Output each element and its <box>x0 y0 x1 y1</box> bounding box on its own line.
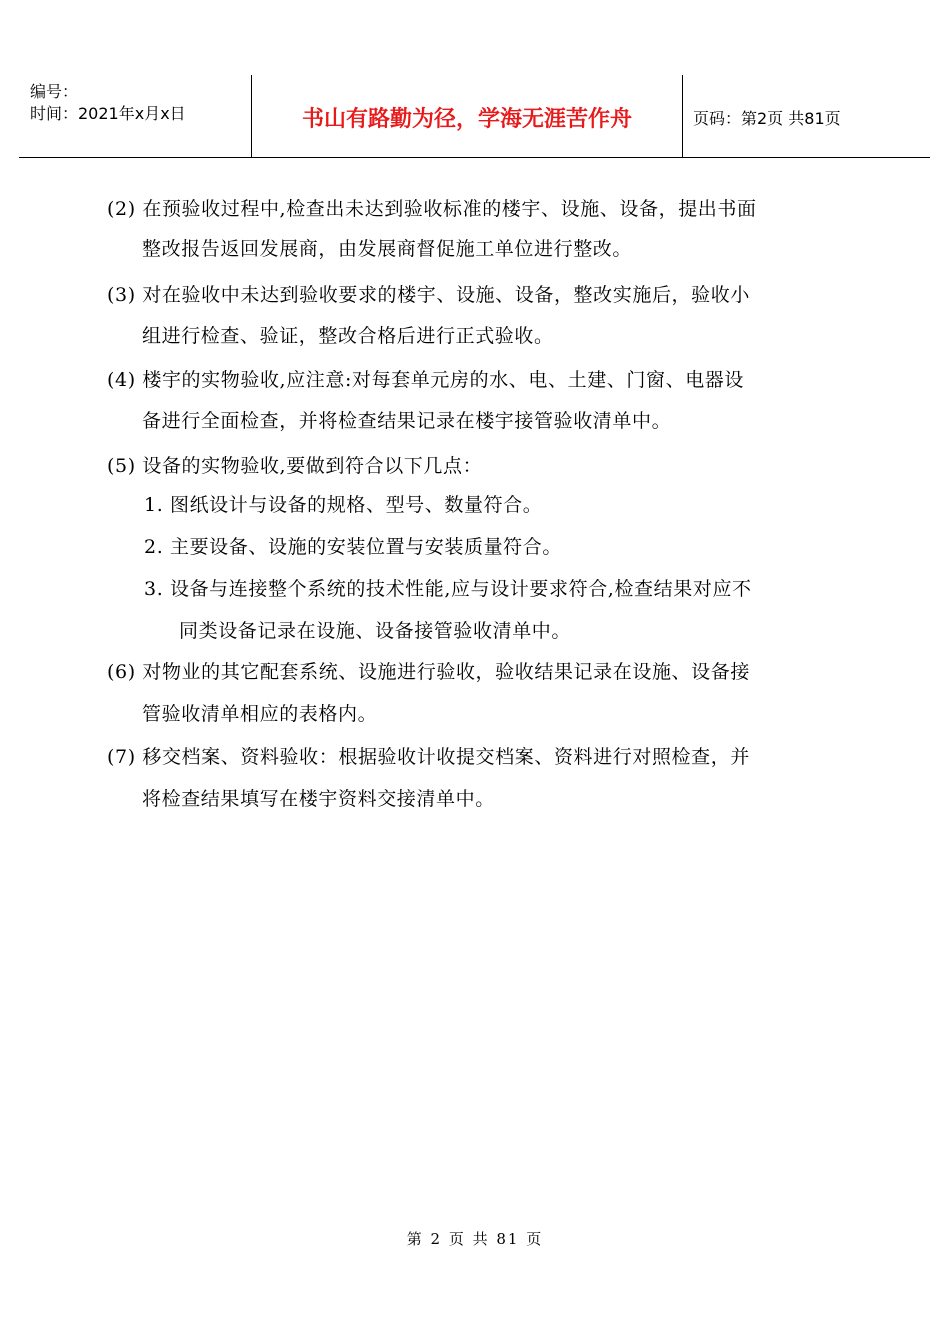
paragraph-line: 组进行检查、验证，整改合格后进行正式验收。 <box>142 325 554 347</box>
paragraph-line: (6) 对物业的其它配套系统、设施进行验收，验收结果记录在设施、设备接 <box>107 661 750 683</box>
paragraph-line: 备进行全面检查，并将检查结果记录在楼宇接管验收清单中。 <box>142 410 672 432</box>
header-motto: 书山有路勤为径，学海无涯苦作舟 <box>301 107 632 132</box>
paragraph-line: (3) 对在验收中未达到验收要求的楼宇、设施、设备，整改实施后，验收小 <box>107 284 750 306</box>
list-item-continuation: 同类设备记录在设施、设备接管验收清单中。 <box>179 620 572 642</box>
paragraph-line: 将检查结果填写在楼宇资料交接清单中。 <box>142 788 495 810</box>
time-label: 时间：2021年x月x日 <box>30 104 186 123</box>
paragraph-line: (2) 在预验收过程中,检查出未达到验收标准的楼宇、设施、设备，提出书面 <box>107 198 757 220</box>
paragraph-line: (5) 设备的实物验收,要做到符合以下几点： <box>107 455 483 477</box>
header-page-code: 页码：第2页 共81页 <box>693 109 841 128</box>
serial-label: 编号： <box>30 82 79 101</box>
paragraph-line: (4) 楼宇的实物验收,应注意:对每套单元房的水、电、土建、门窗、电器设 <box>107 369 744 391</box>
list-item: 1. 图纸设计与设备的规格、型号、数量符合。 <box>144 494 543 516</box>
paragraph-line: (7) 移交档案、资料验收：根据验收计收提交档案、资料进行对照检查，并 <box>107 746 750 768</box>
paragraph-line: 整改报告返回发展商，由发展商督促施工单位进行整改。 <box>142 238 633 260</box>
list-item: 3. 设备与连接整个系统的技术性能,应与设计要求符合,检查结果对应不 <box>144 578 752 600</box>
list-item: 2. 主要设备、设施的安装位置与安装质量符合。 <box>144 536 562 558</box>
page-footer: 第 2 页 共 81 页 <box>406 1230 544 1248</box>
paragraph-line: 管验收清单相应的表格内。 <box>142 703 378 725</box>
